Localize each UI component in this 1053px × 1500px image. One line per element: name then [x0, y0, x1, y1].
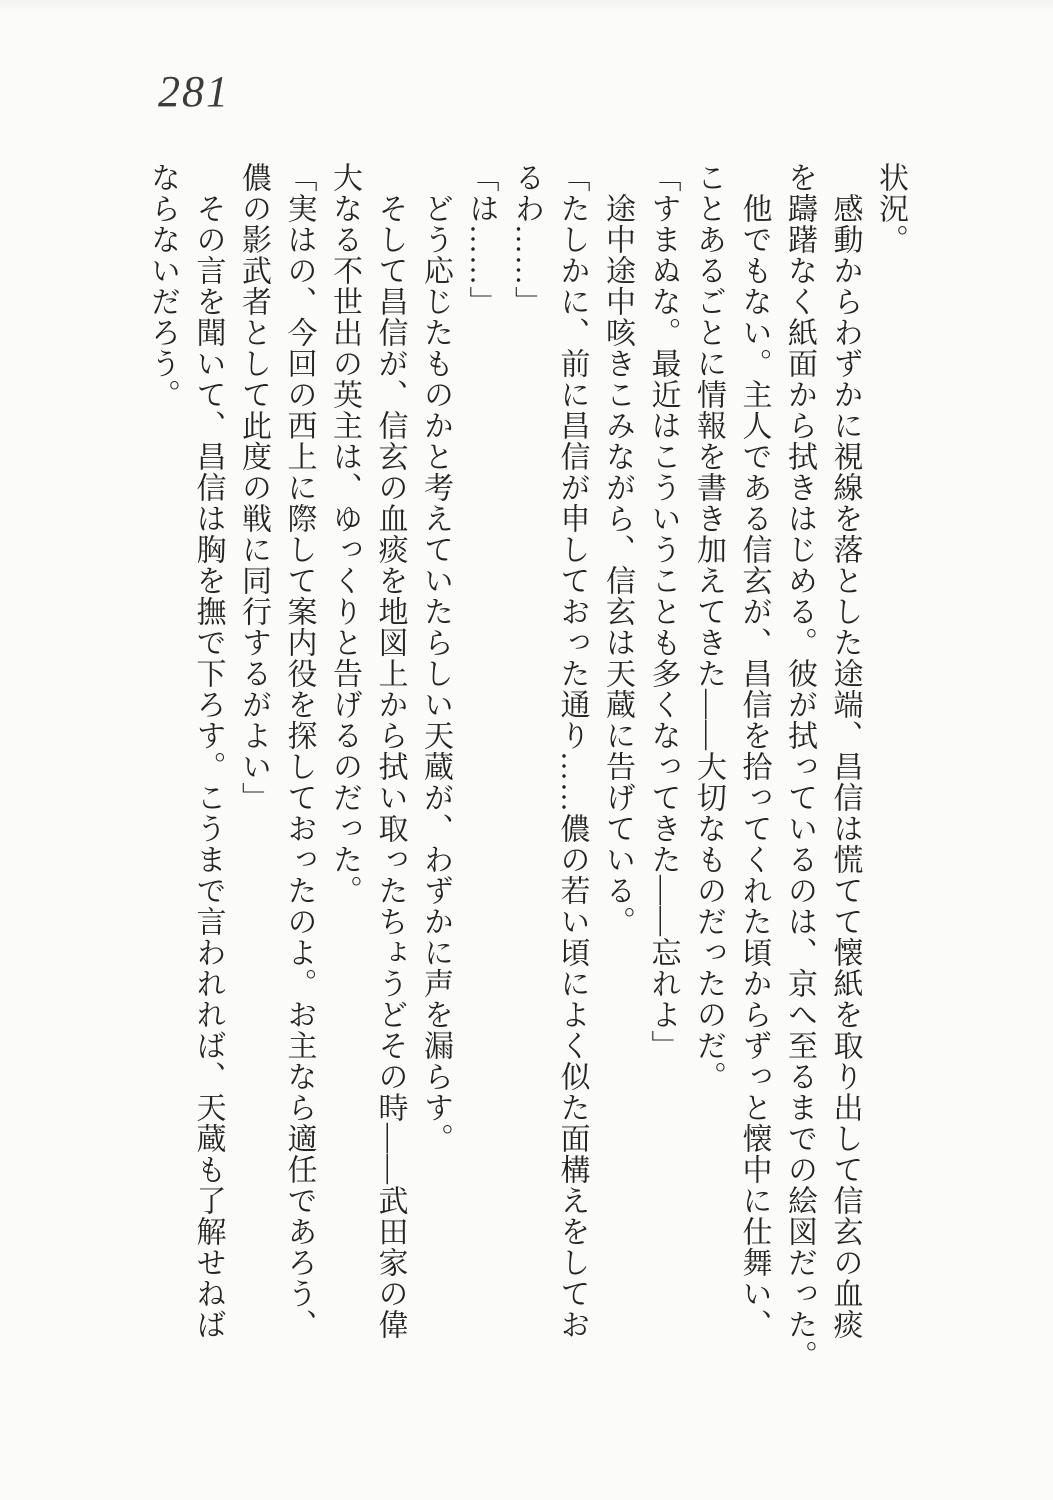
text-line: るわ……」: [510, 162, 543, 317]
text-line: 大なる不世出の英主は、ゆっくりと告げるのだった。: [328, 162, 361, 906]
text-line: 他でもない。主人である信玄が、昌信を拾ってくれた頃からずっと懐中に仕舞い、: [737, 193, 771, 1340]
text-line: 感動からわずかに視線を落とした途端、昌信は慌てて懐紙を取り出して信玄の血痰: [828, 193, 862, 1340]
text-line: そして昌信が、信玄の血痰を地図上から拭い取ったちょうどその時――武田家の偉: [373, 193, 407, 1340]
text-line: 「は……」: [464, 162, 498, 317]
text-area: [140, 162, 914, 1382]
text-line: 状況。: [874, 162, 907, 255]
text-line: 「すまぬな。最近はこういうことも多くなってきた――忘れよ」: [646, 162, 680, 1061]
text-line: ならないだろう。: [146, 162, 179, 410]
text-line: その言を聞いて、昌信は胸を撫で下ろす。こうまで言われれば、天蔵も了解せねば: [191, 193, 225, 1340]
text-line: ことあるごとに情報を書き加えてきた――大切なものだったのだ。: [692, 162, 725, 1092]
text-line: 「たしかに、前に昌信が申しておった通り……儂の若い頃によく似た面構えをしてお: [555, 162, 589, 1340]
text-line: 「実はの、今回の西上に際して案内役を探しておったのよ。お主なら適任であろう、: [282, 162, 316, 1340]
text-line: どう応じたものかと考えていたらしい天蔵が、わずかに声を漏らす。: [419, 193, 452, 1154]
text-line: を躊躇なく紙面から拭きはじめる。彼が拭っているのは、京へ至るまでの絵図だった。: [783, 162, 816, 1371]
text-line: 儂の影武者として此度の戦に同行するがよい」: [237, 162, 270, 813]
page-number: 281: [158, 67, 230, 116]
text-line: 途中途中咳きこみながら、信玄は天蔵に告げている。: [601, 193, 634, 937]
